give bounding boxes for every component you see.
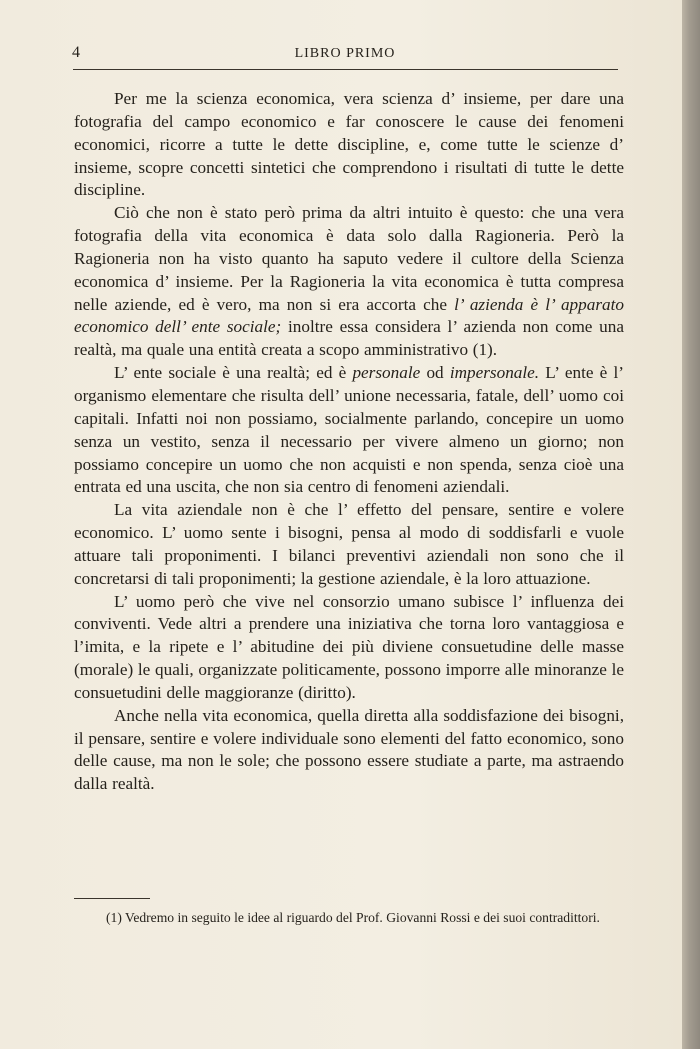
emphasis: impersonale. [449,363,540,383]
text-run: inoltre essa considera l’ azienda non come una realtà, ma quale una entità creata a scopo amministrativo (1). [74,317,624,360]
paragraph: La vita aziendale non è che l’ effetto del pensare, sentire e volere economico. L’ uomo sente i bisogni, pensa al modo di soddisfarli e vuole attuare tali proponimenti. I bilanci preventivi aziendali non sono che il concretarsi di tali proponimenti; la gestione aziendale, è la loro attuazione. [74,500,624,588]
text-run: L’ ente è l’ organismo elementare che risulta dell’ unione necessaria, fatale, dell’ uomo coi capitali. Infatti noi non possiamo, socialmente parlando, concepire un uomo senza un vestito, senza il necessario per vivere almeno un giorno; non possiamo concepire un uomo che non acquisti e non spenda, senza cioè una entrata ed una uscita, che non sia centro di fenomeni aziendali. [74,363,624,497]
footnote: (1) Vedremo in seguito le idee al riguardo del Prof. Giovanni Rossi e dei suoi contradittori. [106,910,600,925]
page-number: 4 [72,44,80,61]
paragraph: Per me la scienza economica, vera scienza d’ insieme, per dare una fotografia del campo economico e far conoscere le cause dei fenomeni economici, ricorre a tutte le dette discipline, e, come tutte le scienze d’ insieme, scopre concetti sintetici che comprendono i risultati di tutte le dette discipline. [74,89,624,200]
page-edge [682,0,700,1049]
paragraph: Anche nella vita economica, quella diretta alla soddisfazione dei bisogni, il pensare, sentire e volere individuale sono elementi del fatto economico, sono delle cause, ma non le sole; che possono essere studiate a parte, ma astraendo dalla realtà. [74,705,624,794]
main-text [74,88,624,796]
text-run: od [420,363,450,383]
text-run: L’ ente sociale è una realtà; ed è [114,363,353,383]
paragraph [74,362,624,499]
emphasis: personale [352,363,421,383]
footnote-rule [74,898,150,899]
page-header [72,44,618,66]
emphasis: l’ azienda è l’ apparato economico dell’ ente sociale; [74,294,624,337]
header-rule [73,69,618,70]
running-head: LIBRO PRIMO [294,46,396,61]
paragraph [74,202,624,362]
text-run: Ciò che non è stato però prima da altri intuito è questo: che una vera fotografia della vita economica è data solo dalla Ragioneria. Però la Ragioneria non ha visto quanto ha saputo vedere il cultore della Scienza economica d’ insieme. Per la Ragioneria la vita economica è tutta compresa nelle aziende, ed è vero, ma non si era accorta che [74,203,624,314]
paragraph: L’ uomo però che vive nel consorzio umano subisce l’ influenza dei conviventi. Vede altri a prendere una iniziativa che torna loro vantaggiosa e l’imita, e la ripete e l’ abitudine dei più diviene consuetudine delle masse (morale) le quali, organizzate politicamente, possono imporre alle minoranze le consuetudini delle maggioranze (diritto). [74,591,624,702]
